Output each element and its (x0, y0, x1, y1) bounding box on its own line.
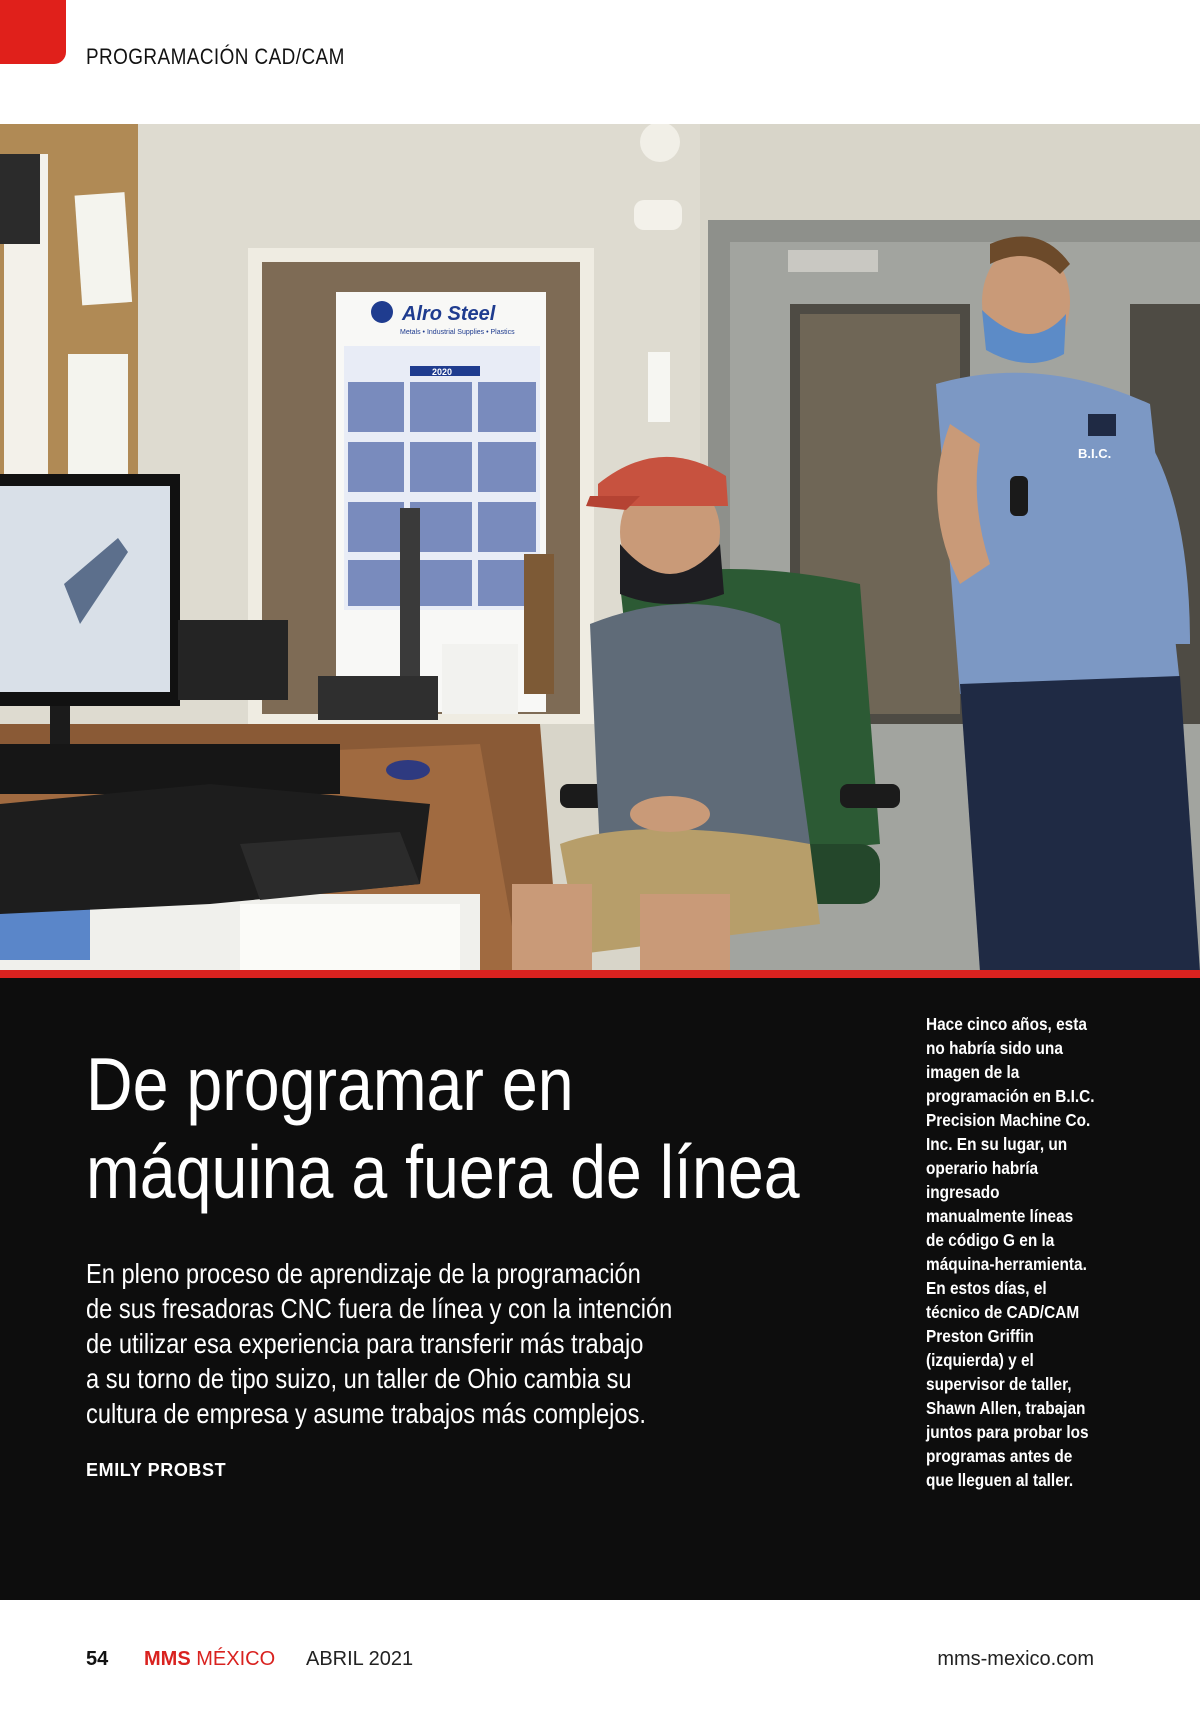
section-label: PROGRAMACIÓN CAD/CAM (86, 44, 345, 69)
author-byline: EMILY PROBST (86, 1460, 227, 1480)
caption-line: ingresado (926, 1182, 1000, 1202)
page-footer (0, 1640, 1200, 1680)
corkboard (0, 124, 138, 504)
deck-line: cultura de empresa y asume trabajos más complejos. (86, 1398, 646, 1429)
office-window (248, 248, 594, 724)
magazine-brand (144, 1648, 275, 1671)
deck-line: de sus fresadoras CNC fuera de línea y con la intención (86, 1293, 673, 1324)
caption-line: programas antes de (926, 1446, 1073, 1466)
caption-line: Preston Griffin (926, 1326, 1034, 1346)
section-color-tab (0, 0, 66, 64)
caption-line: no habría sido una (926, 1038, 1063, 1058)
caption-line: Shawn Allen, trabajan (926, 1398, 1086, 1418)
caption-line: Precision Machine Co. (926, 1110, 1091, 1130)
shirt-patch: B.I.C. (1078, 446, 1112, 461)
caption-line: máquina-herramienta. (926, 1254, 1087, 1274)
caption-line: En estos días, el (926, 1278, 1047, 1298)
caption-line: técnico de CAD/CAM (926, 1302, 1080, 1322)
photo-caption (926, 1012, 1102, 1492)
poster-subtitle: Metals • Industrial Supplies • Plastics (400, 329, 515, 336)
caption-line: que lleguen al taller. (926, 1470, 1074, 1490)
caption-line: Inc. En su lugar, un (926, 1134, 1068, 1154)
deck-line: En pleno proceso de aprendizaje de la programación (86, 1258, 641, 1289)
page-number: 54 (86, 1648, 109, 1670)
deck-line: a su torno de tipo suizo, un taller de Ohio cambia su (86, 1363, 632, 1394)
brand-bold: MMS (144, 1648, 191, 1670)
caption-line: Hace cinco años, esta (926, 1014, 1087, 1034)
poster-year: 2020 (432, 367, 453, 377)
article-headline (86, 1040, 800, 1216)
deck-line: de utilizar esa experiencia para transferir más trabajo (86, 1328, 644, 1359)
article-deck (86, 1256, 740, 1431)
caption-line: (izquierda) y el (926, 1350, 1034, 1370)
site-url[interactable]: mms-mexico.com (937, 1648, 1094, 1670)
headline-line: De programar en (86, 1042, 574, 1126)
issue-date: ABRIL 2021 (306, 1648, 414, 1670)
caption-line: operario habría (926, 1158, 1039, 1178)
poster-title: Alro Steel (402, 303, 496, 325)
caption-line: supervisor de taller, (926, 1374, 1072, 1394)
photo-divider-rule (0, 970, 1200, 978)
caption-line: de código G en la (926, 1230, 1055, 1250)
caption-line: imagen de la (926, 1062, 1020, 1082)
caption-line: manualmente líneas (926, 1206, 1074, 1226)
headline-line: máquina a fuera de línea (86, 1130, 800, 1214)
caption-line: juntos para probar los (926, 1422, 1089, 1442)
brand-rest: MÉXICO (190, 1648, 276, 1670)
article-photo (0, 124, 1200, 972)
caption-line: programación en B.I.C. (926, 1086, 1095, 1106)
